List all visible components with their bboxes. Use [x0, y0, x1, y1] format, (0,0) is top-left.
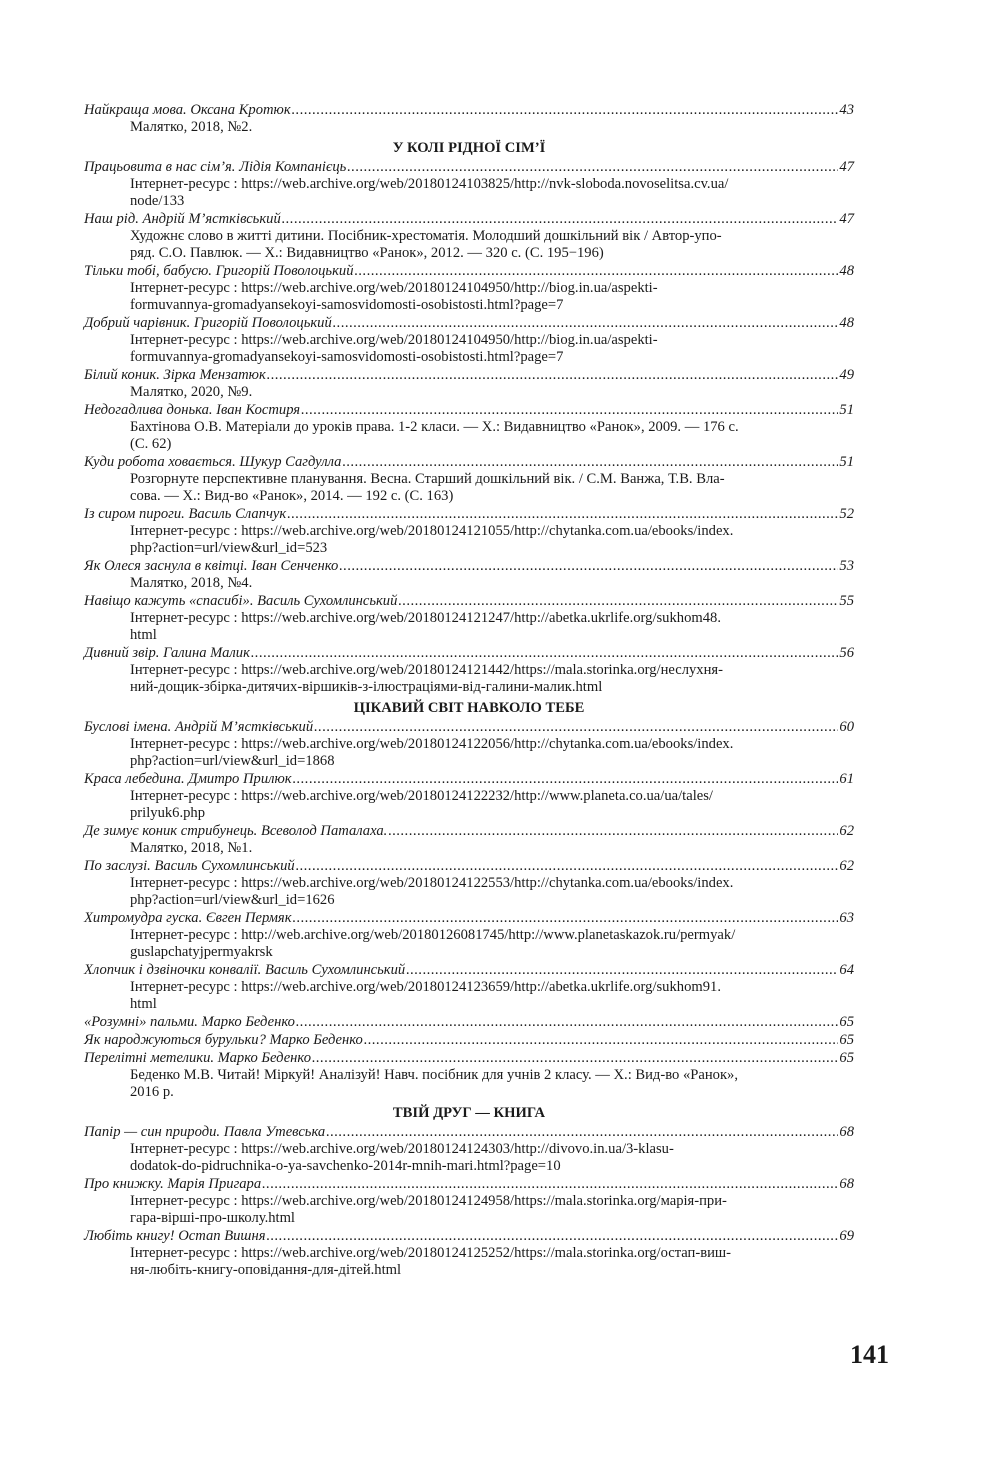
entry-source-line: Інтернет-ресурс : https://web.archive.org/web/20180124124303/http://divovo.in.ua/3-klasu-	[130, 1141, 674, 1157]
entry-source-line: Інтернет-ресурс : https://web.archive.org/web/20180124104950/http://biog.in.ua/aspekti-	[130, 332, 658, 348]
toc-entry	[84, 1227, 854, 1245]
entry-page-number: 68	[839, 1176, 854, 1192]
entry-source-line: Інтернет-ресурс : https://web.archive.org/web/20180124122232/http://www.planeta.co.ua/ua/tales/	[130, 788, 713, 804]
entry-title: Любіть книгу! Остап Вишня	[84, 1228, 266, 1244]
entry-title: Тільки тобі, бабусю. Григорій Поволоцький	[84, 263, 354, 279]
entry-page-number: 49	[839, 367, 854, 383]
entry-page-number: 60	[839, 719, 854, 735]
entry-page-number: 48	[839, 263, 854, 279]
toc-entry	[84, 401, 854, 419]
entry-source-line: Інтернет-ресурс : https://web.archive.org/web/20180124121055/http://chytanka.com.ua/ebooks/index.	[130, 523, 734, 539]
entry-title: Недогадлива донька. Іван Костиря	[84, 402, 301, 418]
dot-leader	[251, 644, 839, 662]
entry-source-line: html	[130, 996, 157, 1012]
entry-source-line: node/133	[130, 193, 185, 209]
dot-leader	[296, 1013, 839, 1031]
entry-source-line: (С. 62)	[130, 436, 172, 452]
entry-source-line: Інтернет-ресурс : https://web.archive.org/web/20180124122056/http://chytanka.com.ua/ebooks/index.	[130, 736, 734, 752]
entry-title: Куди робота ховається. Шукур Сагдулла	[84, 454, 342, 470]
dot-leader	[293, 909, 839, 927]
entry-page-number: 69	[839, 1228, 854, 1244]
entry-title: Із сиром пироги. Василь Слапчук	[84, 506, 287, 522]
entry-page-number: 47	[839, 211, 854, 227]
entry-page-number: 43	[839, 102, 854, 118]
entry-title: Де зимує коник стрибунець. Всеволод Паталаха.	[84, 823, 388, 839]
toc-entry	[84, 822, 854, 840]
entry-source-line: Малятко, 2018, №2.	[130, 119, 253, 135]
entry-source-line: Малятко, 2020, №9.	[130, 384, 253, 400]
entry-title: Про книжку. Марія Пригара	[84, 1176, 262, 1192]
dot-leader	[347, 158, 838, 176]
entry-title: Наш рід. Андрій М’ястківський	[84, 211, 281, 227]
entry-page-number: 52	[839, 506, 854, 522]
dot-leader	[282, 210, 839, 228]
entry-title: Навіщо кажуть «спасибі». Василь Сухомлинський	[84, 593, 398, 609]
entry-source-line: formuvannya-gromadyansekoyi-samosvidomosti-osobistosti.html?page=7	[130, 297, 564, 313]
entry-source-line: prilyuk6.php	[130, 805, 205, 821]
entry-page-number: 64	[839, 962, 854, 978]
entry-page-number: 56	[839, 645, 854, 661]
entry-source-line: php?action=url/view&url_id=523	[130, 540, 328, 556]
entry-source-line: Інтернет-ресурс : https://web.archive.org/web/20180124121247/http://abetka.ukrlife.org/sukhom48.	[130, 610, 721, 626]
entry-page-number: 65	[839, 1050, 854, 1066]
entry-source-line: Розгорнуте перспективне планування. Весна. Старший дошкільний вік. / С.М. Ванжа, Т.В. Вла-	[130, 471, 725, 487]
entry-source-line: Художнє слово в житті дитини. Посібник-хрестоматія. Молодший дошкільний вік / Автор-упо-	[130, 228, 722, 244]
entry-title: Перелітні метелики. Марко Беденко	[84, 1050, 311, 1066]
dot-leader	[355, 262, 839, 280]
entry-source-line: Беденко М.В. Читай! Міркуй! Аналізуй! Навч. посібник для учнів 2 класу. — Х.: Вид-во «Ранок»,	[130, 1067, 738, 1083]
toc-entry	[84, 909, 854, 927]
entry-page-number: 61	[839, 771, 854, 787]
entry-source-line: Інтернет-ресурс : https://web.archive.org/web/20180124124958/https://mala.storinka.org/марія-при-	[130, 1193, 727, 1209]
entry-title: Білий коник. Зірка Мензатюк	[84, 367, 266, 383]
toc-entry	[84, 961, 854, 979]
entry-source-line: Інтернет-ресурс : https://web.archive.org/web/20180124123659/http://abetka.ukrlife.org/sukhom91.	[130, 979, 721, 995]
entry-title: Найкраща мова. Оксана Кротюк	[84, 102, 291, 118]
dot-leader	[262, 1175, 838, 1193]
entry-source-line: Інтернет-ресурс : https://web.archive.org/web/20180124122553/http://chytanka.com.ua/ebooks/index.	[130, 875, 734, 891]
dot-leader	[296, 857, 839, 875]
entry-source-line: 2016 р.	[130, 1084, 174, 1100]
toc-entry	[84, 314, 854, 332]
entry-source-line: Інтернет-ресурс : http://web.archive.org/web/20180126081745/http://www.planetaskazok.ru/permyak/	[130, 927, 736, 943]
entry-source-line: dodatok-do-pidruchnika-o-ya-savchenko-2014r-mnih-mari.html?page=10	[130, 1158, 561, 1174]
entry-page-number: 55	[839, 593, 854, 609]
entry-title: «Розумні» пальми. Марко Беденко	[84, 1014, 295, 1030]
toc-entry	[84, 262, 854, 280]
dot-leader	[292, 101, 839, 119]
entry-source-line: Інтернет-ресурс : https://web.archive.org/web/20180124125252/https://mala.storinka.org/остап-виш-	[130, 1245, 732, 1261]
entry-source-line: Інтернет-ресурс : https://web.archive.org/web/20180124104950/http://biog.in.ua/aspekti-	[130, 280, 658, 296]
entry-source-line: ний-дощик-збірка-дитячих-віршиків-з-ілюстраціями-від-галини-малик.html	[130, 679, 603, 695]
toc-entry	[84, 1123, 854, 1141]
entry-title: Папір — син природи. Павла Утевська	[84, 1124, 326, 1140]
entry-page-number: 65	[839, 1014, 854, 1030]
entry-page-number: 48	[839, 315, 854, 331]
entry-title: Як Олеся заснула в квітці. Іван Сенченко	[84, 558, 339, 574]
entry-source-line: Малятко, 2018, №4.	[130, 575, 253, 591]
toc-entry	[84, 557, 854, 575]
entry-source-line: сова. — Х.: Вид-во «Ранок», 2014. — 192 с. (С. 163)	[130, 488, 454, 504]
entry-source-line: html	[130, 627, 157, 643]
entry-title: Як народжуються бурульки? Марко Беденко	[84, 1032, 363, 1048]
toc-entry	[84, 1013, 854, 1031]
entry-source-line: Інтернет-ресурс : https://web.archive.org/web/20180124121442/https://mala.storinka.org/неслухня-	[130, 662, 723, 678]
dot-leader	[293, 770, 839, 788]
entry-title: По заслузі. Василь Сухомлинський	[84, 858, 295, 874]
entry-page-number: 62	[839, 823, 854, 839]
dot-leader	[406, 961, 838, 979]
dot-leader	[388, 822, 838, 840]
toc-entry	[84, 1031, 854, 1049]
entry-source-line: Інтернет-ресурс : https://web.archive.org/web/20180124103825/http://nvk-sloboda.novoselitsa.cv.ua/	[130, 176, 729, 192]
dot-leader	[312, 1049, 838, 1067]
entry-title: Хитромудра гуска. Євген Пермяк	[84, 910, 292, 926]
toc-entry	[84, 857, 854, 875]
entry-page-number: 51	[839, 402, 854, 418]
dot-leader	[301, 401, 838, 419]
entry-source-line: Бахтінова О.В. Матеріали до уроків права. 1-2 класи. — Х.: Видавництво «Ранок», 2009. — 176 с.	[130, 419, 739, 435]
entry-source-line: ряд. С.О. Павлюк. — Х.: Видавництво «Ранок», 2012. — 320 с. (С. 195−196)	[130, 245, 604, 261]
section-heading: ЦІКАВИЙ СВІТ НАВКОЛО ТЕБЕ	[353, 700, 585, 716]
table-of-contents	[84, 101, 854, 1279]
entry-source-line: formuvannya-gromadyansekoyi-samosvidomosti-osobistosti.html?page=7	[130, 349, 564, 365]
entry-title: Працьовита в нас сім’я. Лідія Компанієць	[84, 159, 347, 175]
entry-page-number: 53	[839, 558, 854, 574]
toc-entry	[84, 592, 854, 610]
entry-source-line: Малятко, 2018, №1.	[130, 840, 253, 856]
entry-page-number: 51	[839, 454, 854, 470]
entry-source-line: php?action=url/view&url_id=1868	[130, 753, 335, 769]
entry-page-number: 47	[839, 159, 854, 175]
entry-source-line: php?action=url/view&url_id=1626	[130, 892, 335, 908]
toc-entry	[84, 718, 854, 736]
entry-page-number: 68	[839, 1124, 854, 1140]
toc-entry	[84, 101, 854, 119]
dot-leader	[266, 1227, 838, 1245]
toc-entry	[84, 1049, 854, 1067]
entry-title: Хлопчик і дзвіночки конвалії. Василь Сухомлинський	[84, 962, 406, 978]
toc-entry	[84, 453, 854, 471]
dot-leader	[364, 1031, 839, 1049]
toc-entry	[84, 366, 854, 384]
section-heading: ТВІЙ ДРУГ — КНИГА	[392, 1105, 546, 1121]
toc-entry	[84, 644, 854, 662]
entry-page-number: 65	[839, 1032, 854, 1048]
dot-leader	[342, 453, 838, 471]
entry-title: Буслові імена. Андрій М’ястківський	[84, 719, 314, 735]
dot-leader	[339, 557, 838, 575]
dot-leader	[398, 592, 838, 610]
dot-leader	[267, 366, 839, 384]
entry-source-line: guslapchatyjpermyakrsk	[130, 944, 273, 960]
dot-leader	[326, 1123, 838, 1141]
toc-entry	[84, 505, 854, 523]
toc-entry	[84, 158, 854, 176]
dot-leader	[314, 718, 838, 736]
entry-source-line: гара-вірші-про-школу.html	[130, 1210, 295, 1226]
entry-source-line: ня-любіть-книгу-оповідання-для-дітей.html	[130, 1262, 402, 1278]
toc-entry	[84, 770, 854, 788]
entry-title: Краса лебедина. Дмитро Прилюк	[84, 771, 292, 787]
page-number: 141	[850, 1340, 889, 1369]
toc-entry	[84, 210, 854, 228]
entry-page-number: 62	[839, 858, 854, 874]
dot-leader	[333, 314, 839, 332]
section-heading: У КОЛІ РІДНОЇ СІМ’Ї	[392, 140, 546, 156]
entry-title: Добрий чарівник. Григорій Поволоцький	[84, 315, 332, 331]
toc-entry	[84, 1175, 854, 1193]
entry-page-number: 63	[839, 910, 854, 926]
dot-leader	[287, 505, 838, 523]
entry-title: Дивний звір. Галина Малик	[84, 645, 250, 661]
